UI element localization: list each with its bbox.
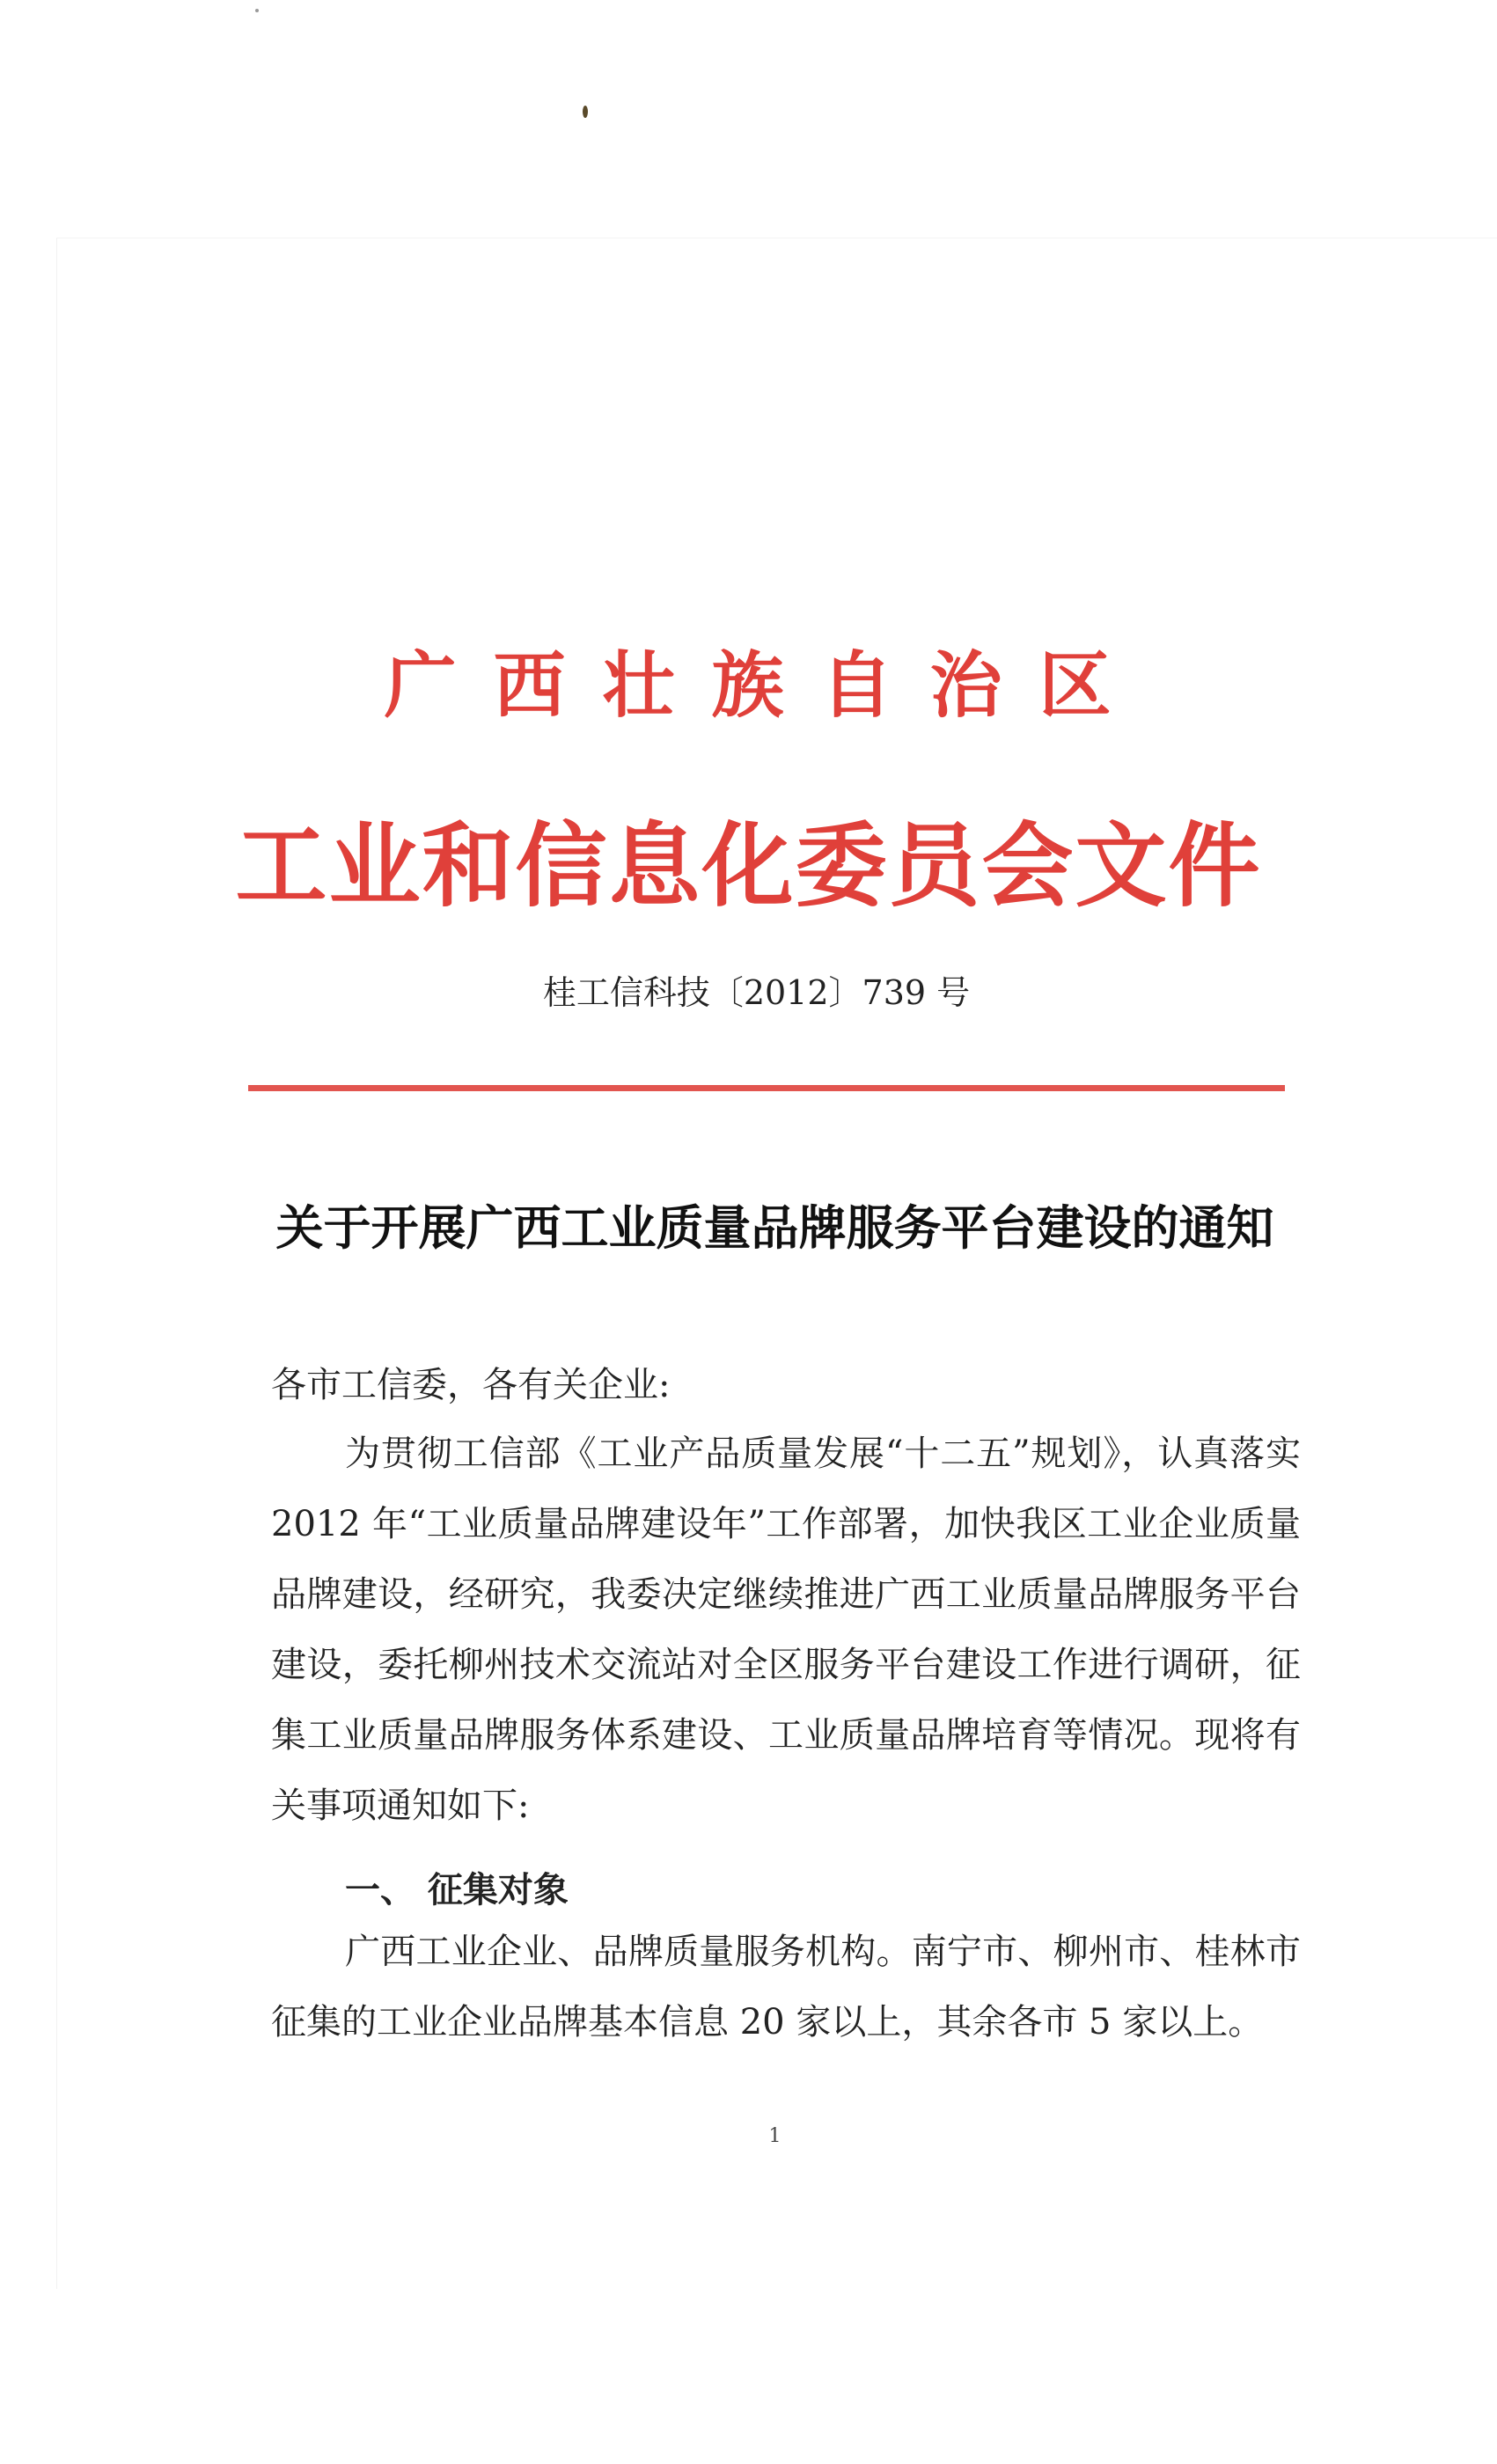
salutation: 各市工信委，各有关企业: bbox=[271, 1365, 671, 1405]
notice-title: 关于开展广西工业质量品牌服务平台建设的通知 bbox=[275, 1199, 1274, 1256]
issuer-name-line1: 广西壮族自治区 bbox=[384, 643, 1148, 728]
intro-paragraph: 为贯彻工信部《工业产品质量发展“十二五”规划》，认真落实 2012 年“工业质量品牌建设年”工作部署，加快我区工业企业质量品牌建设，经研究，我委决定继续推进广西工业质量品牌服务平台建设，委托柳州技术交流站对全区服务平台建设工作进行调研，征集工业质量品牌服务体系建设、工业质量品牌培育等情况。现将有关事项通知如下: bbox=[271, 1434, 1301, 1826]
page-number: 1 bbox=[768, 2125, 782, 2147]
scan-speck bbox=[583, 106, 588, 118]
red-divider-rule bbox=[248, 1085, 1285, 1091]
scan-speck bbox=[255, 9, 259, 12]
section-1-paragraph: 广西工业企业、品牌质量服务机构。南宁市、柳州市、桂林市征集的工业企业品牌基本信息 20 家以上，其余各市 5 家以上。 bbox=[271, 1932, 1301, 2042]
issuer-name-line2: 工业和信息化委员会文件 bbox=[235, 811, 1262, 920]
section-heading-1: 一、 征集对象 bbox=[345, 1869, 569, 1910]
document-number: 桂工信科技〔2012〕739 号 bbox=[542, 973, 971, 1012]
